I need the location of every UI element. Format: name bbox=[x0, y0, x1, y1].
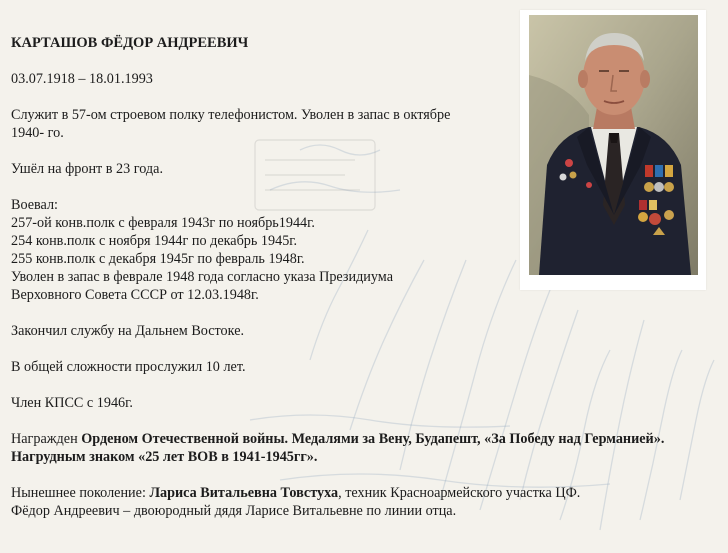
ended-paragraph: Закончил службу на Дальнем Востоке. bbox=[11, 323, 245, 339]
awards-text: Орденом Отечественной войны. Медалями за Вену, Будапешт, «За Победу над Германией». Нагрудным знаком «25 лет ВОВ в 1941-1945гг». bbox=[11, 431, 665, 465]
awards-paragraph bbox=[11, 430, 711, 466]
front-paragraph: Ушёл на фронт в 23 года. bbox=[11, 161, 163, 177]
biography-text bbox=[11, 34, 711, 538]
fought-section bbox=[11, 196, 711, 304]
fought-line: Уволен в запас в феврале 1948 года согласно указа Президиума bbox=[11, 269, 393, 285]
life-dates: 03.07.1918 – 18.01.1993 bbox=[11, 71, 153, 87]
fought-line: 255 конв.полк с декабря 1945г по февраль 1948г. bbox=[11, 251, 305, 267]
generation-name: Лариса Витальевна Товстуха bbox=[149, 485, 339, 501]
total-service-paragraph: В общей сложности прослужил 10 лет. bbox=[11, 359, 246, 375]
generation-relation: Фёдор Андреевич – двоюродный дядя Ларисе Витальевне по линии отца. bbox=[11, 503, 457, 519]
fought-heading: Воевал: bbox=[11, 197, 58, 213]
fought-line: 254 конв.полк с ноября 1944г по декабрь 1945г. bbox=[11, 233, 298, 249]
generation-paragraph bbox=[11, 484, 711, 520]
generation-suffix: , техник Красноармейского участка ЦФ. bbox=[338, 485, 581, 501]
generation-prefix: Нынешнее поколение: bbox=[11, 485, 150, 501]
awards-prefix: Награжден bbox=[11, 431, 82, 447]
person-name: КАРТАШОВ ФЁДОР АНДРЕЕВИЧ bbox=[11, 35, 249, 51]
fought-line: Верховного Совета СССР от 12.03.1948г. bbox=[11, 287, 259, 303]
fought-line: 257-ой конв.полк с февраля 1943г по ноябрь1944г. bbox=[11, 215, 315, 231]
party-paragraph: Член КПСС с 1946г. bbox=[11, 395, 133, 411]
service-intro: Служит в 57-ом строевом полку телефонистом. Уволен в запас в октябре 1940- го. bbox=[11, 107, 451, 141]
